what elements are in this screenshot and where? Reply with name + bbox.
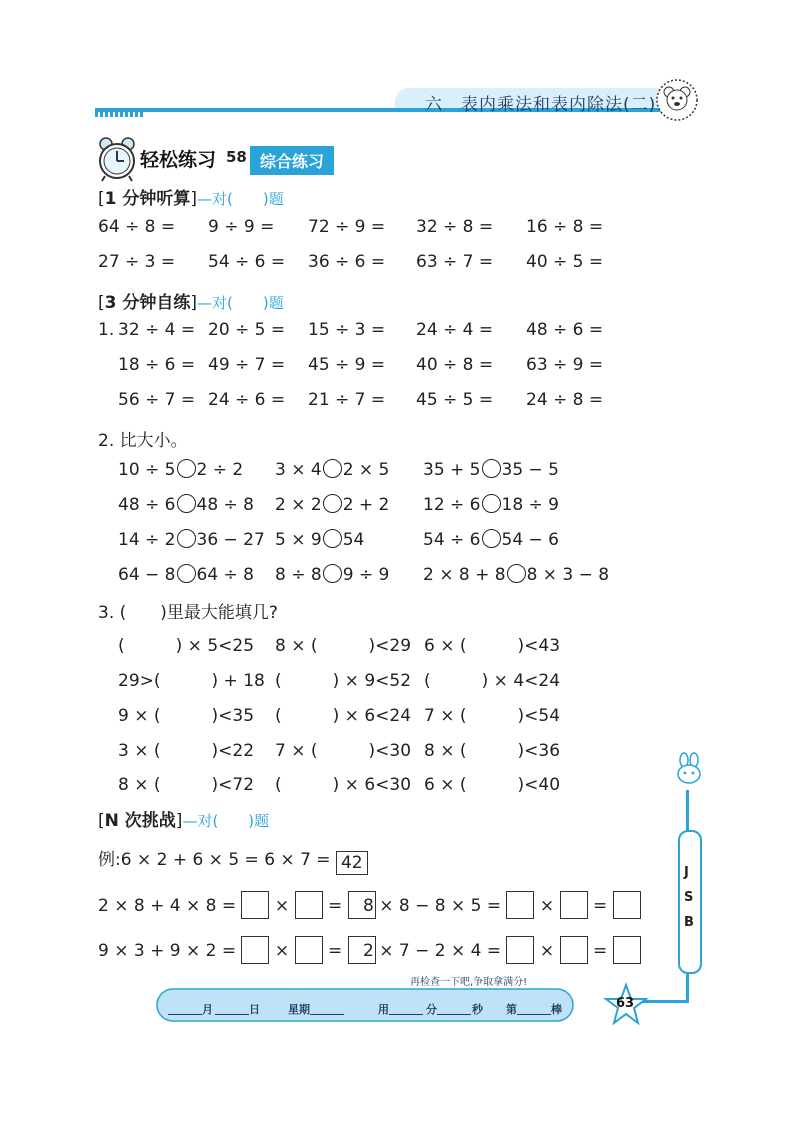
question-title: 2. 比大小。 (98, 431, 188, 451)
practice-title: 轻松练习 (140, 149, 217, 171)
practice-number: 58 (226, 148, 247, 166)
side-letter: S (684, 890, 694, 905)
problem: 49 ÷ 7 = (208, 355, 286, 375)
practice-tag: 综合练习 (250, 146, 334, 175)
answer-box[interactable] (560, 891, 588, 919)
answer-box[interactable] (295, 891, 323, 919)
answer-box[interactable] (241, 891, 269, 919)
problem: 32 ÷ 8 = (416, 217, 494, 237)
compare-circle[interactable] (177, 459, 196, 478)
challenge-item: 2 × 7 − 2 × 4 = × = (363, 936, 641, 964)
compare-item: 12 ÷ 6 18 ÷ 9 (423, 495, 559, 515)
side-letter: J (684, 865, 689, 880)
footer-tip: 再检查一下吧,争取拿满分! (410, 977, 528, 988)
section-label: 1 分钟听算 (104, 189, 191, 209)
inequality[interactable]: ( ) × 4<24 (424, 671, 561, 691)
inequality[interactable]: ( ) × 6<24 (275, 706, 412, 726)
inequality[interactable]: 6 × ( )<40 (424, 775, 561, 795)
answer-box[interactable] (506, 891, 534, 919)
problem: 24 ÷ 8 = (526, 390, 604, 410)
compare-circle[interactable] (323, 459, 342, 478)
problem: 72 ÷ 9 = (308, 217, 386, 237)
compare-item: 2 × 2 2 + 2 (275, 495, 390, 515)
inequality[interactable]: 8 × ( )<36 (424, 741, 561, 761)
problem: 24 ÷ 4 = (416, 320, 494, 340)
page-number: 63 (616, 996, 635, 1011)
footer-month: 月 (168, 1001, 213, 1017)
problem: 40 ÷ 8 = (416, 355, 494, 375)
compare-circle[interactable] (177, 564, 196, 583)
inequality[interactable]: 3 × ( )<22 (118, 741, 255, 761)
compare-item: 2 × 8 + 8 8 × 3 − 8 (423, 565, 610, 585)
compare-circle[interactable] (482, 459, 501, 478)
problem: 45 ÷ 9 = (308, 355, 386, 375)
compare-item: 54 ÷ 6 54 − 6 (423, 530, 559, 550)
section-label: N 次挑战 (104, 811, 176, 831)
problem: 15 ÷ 3 = (308, 320, 386, 340)
compare-item: 64 − 8 64 ÷ 8 (118, 565, 254, 585)
inequality[interactable]: ( ) × 9<52 (275, 671, 412, 691)
footer-used: 用 (378, 1001, 423, 1017)
example-text: 例:6 × 2 + 6 × 5 = 6 × 7 = (98, 850, 331, 870)
example-answer: 42 (336, 851, 368, 875)
footer-day: 日 (215, 1001, 260, 1017)
compare-item: 8 ÷ 8 9 ÷ 9 (275, 565, 390, 585)
problem: 18 ÷ 6 = (118, 355, 196, 375)
problem: 32 ÷ 4 = (118, 320, 196, 340)
footer-second: 秒 (472, 1003, 483, 1016)
problem: 24 ÷ 6 = (208, 390, 286, 410)
compare-item: 48 ÷ 6 48 ÷ 8 (118, 495, 254, 515)
inequality[interactable]: 8 × ( )<72 (118, 775, 255, 795)
problem: 56 ÷ 7 = (118, 390, 196, 410)
footer-minute: 分 (426, 1001, 471, 1017)
compare-circle[interactable] (482, 529, 501, 548)
footer-rank: 第 棒 (506, 1003, 562, 1016)
problem: 54 ÷ 6 = (208, 252, 286, 272)
footer-weekday: 星期 (288, 1001, 344, 1017)
inequality[interactable]: 8 × ( )<29 (275, 636, 412, 656)
inequality[interactable]: ( ) × 6<30 (275, 775, 412, 795)
problem: 40 ÷ 5 = (526, 252, 604, 272)
challenge-item: 2 × 8 + 4 × 8 = × = (98, 891, 376, 919)
inequality[interactable]: 7 × ( )<30 (275, 741, 412, 761)
compare-item: 5 × 9 54 (275, 530, 365, 550)
score-blank: —对( )题 (182, 812, 270, 830)
compare-circle[interactable] (482, 494, 501, 513)
compare-circle[interactable] (177, 494, 196, 513)
challenge-item: 8 × 8 − 8 × 5 = × = (363, 891, 641, 919)
inequality[interactable]: 9 × ( )<35 (118, 706, 255, 726)
example-row (98, 845, 368, 871)
score-blank: —对( )题 (197, 190, 284, 208)
inequality[interactable]: 6 × ( )<43 (424, 636, 561, 656)
problem: 64 ÷ 8 = (98, 217, 176, 237)
compare-circle[interactable] (323, 564, 342, 583)
section-listen: [1 分钟听算]—对( )题 (98, 189, 284, 209)
compare-item: 10 ÷ 5 2 ÷ 2 (118, 460, 244, 480)
compare-circle[interactable] (323, 529, 342, 548)
bunny-icon (674, 752, 704, 786)
section-self-practice: [3 分钟自练]—对( )题 (98, 293, 284, 313)
section-label: 3 分钟自练 (104, 293, 191, 313)
problem: 27 ÷ 3 = (98, 252, 176, 272)
alarm-clock-icon (96, 136, 138, 182)
bear-icon (655, 78, 699, 122)
compare-circle[interactable] (323, 494, 342, 513)
answer-box[interactable] (506, 936, 534, 964)
problem: 36 ÷ 6 = (308, 252, 386, 272)
chapter-title: 六 表内乘法和表内除法(二) (425, 95, 657, 115)
problem: 21 ÷ 7 = (308, 390, 386, 410)
compare-item: 35 + 5 35 − 5 (423, 460, 559, 480)
challenge-item: 9 × 3 + 9 × 2 = × = (98, 936, 376, 964)
problem: 63 ÷ 9 = (526, 355, 604, 375)
inequality[interactable]: 7 × ( )<54 (424, 706, 561, 726)
score-blank: —对( )题 (197, 294, 284, 312)
header-dash (95, 112, 145, 117)
question-number: 1. (98, 320, 115, 340)
answer-box[interactable] (241, 936, 269, 964)
question-title: 3. ( )里最大能填几? (98, 603, 278, 623)
problem: 16 ÷ 8 = (526, 217, 604, 237)
inequality[interactable]: ( ) × 5<25 (118, 636, 255, 656)
compare-item: 3 × 4 2 × 5 (275, 460, 390, 480)
problem: 9 ÷ 9 = (208, 217, 275, 237)
section-challenge: [N 次挑战]—对( )题 (98, 811, 270, 831)
answer-box[interactable] (613, 936, 641, 964)
problem: 20 ÷ 5 = (208, 320, 286, 340)
problem: 45 ÷ 5 = (416, 390, 494, 410)
problem: 63 ÷ 7 = (416, 252, 494, 272)
inequality[interactable]: 29>( ) + 18 (118, 671, 265, 691)
problem: 48 ÷ 6 = (526, 320, 604, 340)
compare-item: 14 ÷ 2 36 − 27 (118, 530, 265, 550)
answer-box[interactable] (613, 891, 641, 919)
answer-box[interactable] (295, 936, 323, 964)
answer-box[interactable] (560, 936, 588, 964)
side-letter: B (684, 915, 694, 930)
compare-circle[interactable] (507, 564, 526, 583)
compare-circle[interactable] (177, 529, 196, 548)
